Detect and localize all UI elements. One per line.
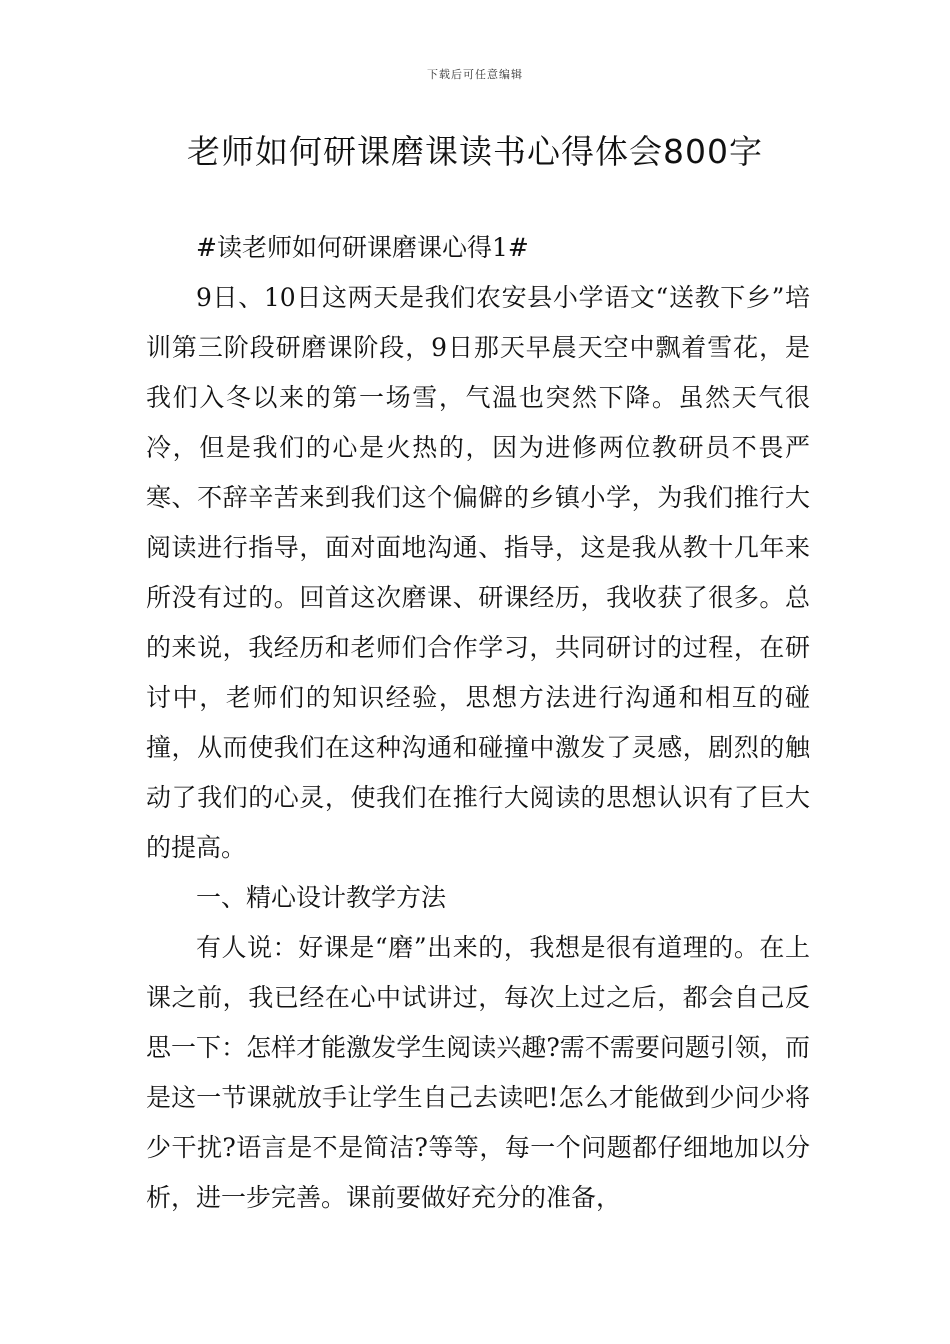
paragraph-teaching-method: 有人说：好课是“磨”出来的，我想是很有道理的。在上课之前，我已经在心中试讲过，每次上过之后，都会自己反思一下：怎样才能激发学生阅读兴趣?需不需要问题引领，而是这一节课就放手让学生自己去读吧!怎么才能做到少问少将少干扰?语言是不是简洁?等等，每一个问题都仔细地加以分析，进一步完善。课前要做好充分的准备， <box>146 933 810 1212</box>
document-title: 老师如何研课磨课读书心得体会800字 <box>187 132 763 171</box>
section-heading-teaching-method: 一、精心设计教学方法 <box>196 883 447 912</box>
paragraph-intro: 9日、10日这两天是我们农安县小学语文“送教下乡”培训第三阶段研磨课阶段，9日那天早晨天空中飘着雪花，是我们入冬以来的第一场雪，气温也突然下降。虽然天气很冷，但是我们的心是火热的，因为进修两位教研员不畏严寒、不辞辛苦来到我们这个偏僻的乡镇小学，为我们推行大阅读进行指导，面对面地沟通、指导，这是我从教十几年来所没有过的。回首这次磨课、研课经历，我收获了很多。总的来说，我经历和老师们合作学习，共同研讨的过程，在研讨中，老师们的知识经验，思想方法进行沟通和相互的碰撞，从而使我们在这种沟通和碰撞中激发了灵感，剧烈的触动了我们的心灵，使我们在推行大阅读的思想认识有了巨大的提高。 <box>146 283 810 862</box>
section-heading-reading-1: #读老师如何研课磨课心得1# <box>196 233 529 262</box>
header-note: 下载后可任意编辑 <box>427 68 523 81</box>
document-body <box>146 223 810 1223</box>
